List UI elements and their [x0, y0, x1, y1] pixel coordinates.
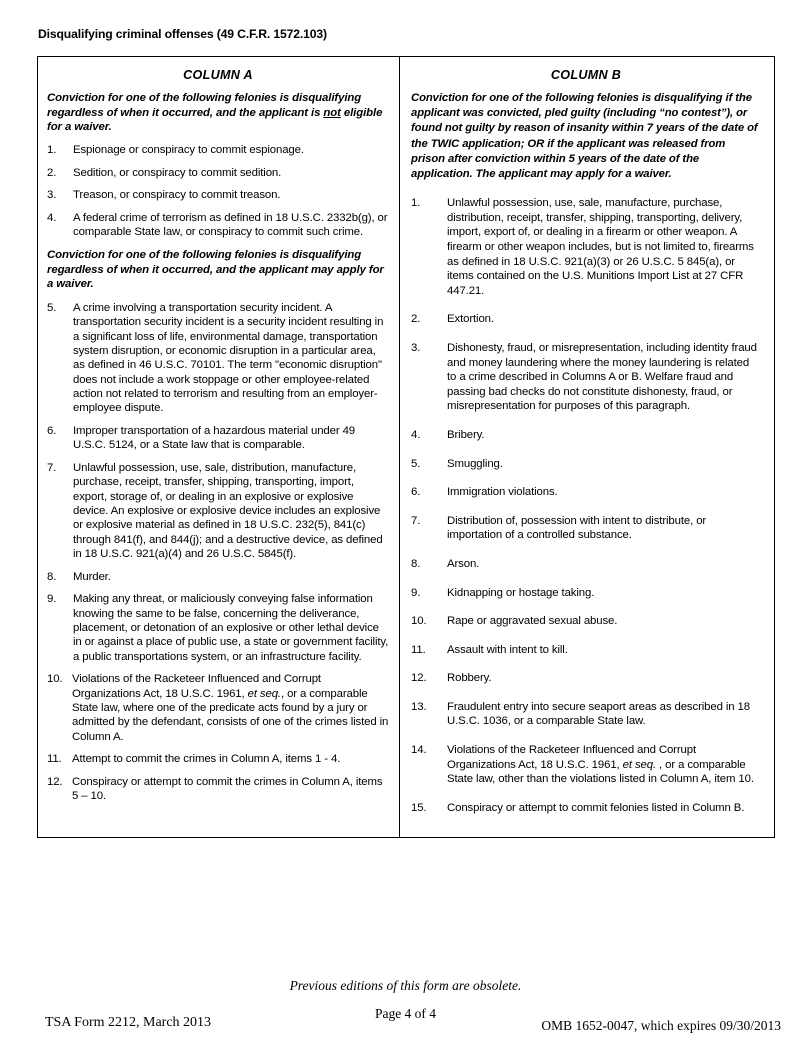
- list-item-text: Robbery.: [447, 672, 492, 685]
- list-item-text-part1: Violations of the Racketeer Influenced and Corrupt Organizations Act, 18 U.S.C. 1961,: [72, 673, 321, 700]
- list-item: [411, 643, 761, 658]
- list-item-text: Improper transportation of a hazardous material under 49 U.S.C. 5124, or a State law that is comparable.: [73, 424, 356, 452]
- list-item-text-part2: , or a comparable State law, where one of the predicate acts found by a jury or admitted by the defendant, consists of one of the crimes listed in Column A.: [72, 687, 389, 743]
- list-item: [411, 341, 761, 414]
- column-a-lead-part2: eligible for a waiver.: [47, 106, 383, 134]
- list-item: [411, 671, 761, 686]
- list-item: [411, 557, 761, 572]
- list-item-text-part2: , or a comparable State law, other than the violations listed in Column A, item 10.: [447, 758, 754, 786]
- list-item: [411, 457, 761, 472]
- list-item-number: 5.: [47, 302, 57, 315]
- footer-form-id: TSA Form 2212, March 2013: [45, 1015, 212, 1030]
- list-item-number: 12.: [47, 776, 63, 789]
- list-item: [47, 752, 389, 766]
- list-item-number: 8.: [411, 557, 421, 570]
- list-item-text: Immigration violations.: [447, 486, 558, 499]
- column-a-list-bottom: [47, 301, 389, 804]
- list-item: [47, 301, 389, 415]
- list-item-text-part1: Violations of the Racketeer Influenced and Corrupt Organizations Act, 18 U.S.C. 1961,: [447, 744, 696, 771]
- list-item: [47, 424, 389, 453]
- column-b: [400, 57, 774, 837]
- list-item-number: 10.: [47, 673, 63, 686]
- list-item-text: Conspiracy or attempt to commit felonies listed in Column B.: [447, 801, 745, 814]
- list-item-text: Murder.: [73, 570, 111, 583]
- list-item: [411, 485, 761, 500]
- list-item: [47, 188, 389, 202]
- footer-omb-notice: OMB 1652-0047, which expires 09/30/2013: [541, 1018, 781, 1033]
- list-item: [47, 672, 389, 743]
- list-item: [47, 143, 389, 157]
- list-item-number: 4.: [411, 428, 421, 441]
- list-item: [411, 514, 761, 543]
- list-item-text: Distribution of, possession with intent to distribute, or importation of a controlled substance.: [447, 514, 707, 542]
- list-item-number: 9.: [47, 593, 57, 606]
- list-item-number: 2.: [47, 166, 57, 179]
- list-item-text: Espionage or conspiracy to commit espionage.: [73, 143, 304, 156]
- list-item: [47, 461, 389, 561]
- column-a-title: COLUMN A: [183, 68, 253, 82]
- column-b-title: COLUMN B: [550, 68, 622, 82]
- list-item-number: 8.: [47, 570, 57, 583]
- offense-table: [37, 56, 775, 838]
- column-a-mid-lead-text: Conviction for one of the following felonies is disqualifying regardless of when it occurred, and the applicant may apply for a waiver.: [47, 249, 384, 291]
- list-item-number: 6.: [47, 424, 57, 437]
- column-b-list: [411, 196, 761, 815]
- list-item-text: Treason, or conspiracy to commit treason.: [73, 189, 281, 202]
- list-item: [411, 743, 761, 787]
- column-a-lead-underlined: not: [323, 106, 341, 119]
- list-item-number: 11.: [47, 753, 62, 766]
- footer-page-number: Page 4 of 4: [374, 1006, 437, 1021]
- list-item: [411, 312, 761, 327]
- list-item-text: Rape or aggravated sexual abuse.: [447, 615, 618, 628]
- list-item-number: 5.: [411, 457, 421, 470]
- column-b-lead-text: Conviction for one of the following felonies is disqualifying if the applicant was convicted, pled guilty (including “no contest”), or found not guilty by reason of insanity within 7 years of the date of the TWIC application; OR if the applicant was released from prison after conviction within 5 years of the date of the application. The applicant may apply for a waiver.: [411, 92, 758, 181]
- list-item-number: 4.: [47, 212, 57, 225]
- column-a: [38, 57, 400, 837]
- list-item-text-italic: et seq.: [622, 758, 656, 771]
- list-item-number: 1.: [411, 197, 421, 210]
- list-item-number: 13.: [411, 700, 427, 713]
- list-item: [411, 614, 761, 629]
- list-item-text: [72, 672, 389, 743]
- list-item-text: Extortion.: [447, 313, 494, 326]
- list-item-text-italic: et seq.: [247, 687, 281, 700]
- list-item-text: Dishonesty, fraud, or misrepresentation, including identity fraud and money laundering where the money laundering is related to a crime described in Columns A or B. Welfare fraud and passing bad checks do not constitute dishonesty, fraud, or misrepresentation for purposes of this paragraph.: [447, 341, 757, 413]
- list-item: [47, 775, 389, 804]
- list-item-text: Arson.: [447, 557, 480, 570]
- list-item-text: Kidnapping or hostage taking.: [447, 586, 595, 599]
- list-item-text: A federal crime of terrorism as defined in 18 U.S.C. 2332b(g), or comparable State law, or conspiracy to commit such crime.: [73, 212, 388, 239]
- list-item: [411, 700, 761, 729]
- list-item-text: Assault with intent to kill.: [447, 643, 568, 656]
- list-item: [47, 166, 389, 180]
- list-item: [411, 196, 761, 298]
- list-item-text: Attempt to commit the crimes in Column A, items 1 - 4.: [72, 753, 341, 766]
- list-item-text: Unlawful possession, use, sale, manufacture, purchase, distribution, receipt, transfer, shipping, transporting, delivery, import, export of, or dealing in a firearm or other weapon. A firearm or other weapon includes, but is not limited to, firearms as defined in 18 U.S.C. 921(a)(3) or 26 U.S.C. 5 845(a), or items contained on the U.S. Munitions Import List at 27 CFR 447.21.: [447, 197, 754, 297]
- list-item-text: Sedition, or conspiracy to commit sedition.: [73, 166, 282, 179]
- list-item: [47, 211, 389, 240]
- list-item: [47, 570, 389, 584]
- list-item-number: 7.: [411, 514, 421, 527]
- footer-obsolete-notice: Previous editions of this form are obsolete.: [289, 978, 522, 993]
- page-title: Disqualifying criminal offenses (49 C.F.R. 1572.103): [38, 27, 327, 41]
- list-item-text: Bribery.: [447, 428, 485, 441]
- list-item: [411, 428, 761, 443]
- list-item-number: 2.: [411, 313, 421, 326]
- list-item-number: 1.: [47, 143, 57, 156]
- list-item-number: 12.: [411, 672, 427, 685]
- list-item: [411, 586, 761, 601]
- list-item-text: Making any threat, or maliciously conveying false information knowing the same to be false, concerning the deliverance, placement, or detonation of an explosive or other lethal device in or against a place of public use, a state or government facility, a public transportations system, or an infrastructure facility.: [73, 593, 389, 663]
- list-item-number: 11.: [411, 643, 426, 656]
- list-item-text: Conspiracy or attempt to commit the crimes in Column A, items 5 – 10.: [72, 776, 383, 803]
- list-item-text: A crime involving a transportation security incident. A transportation security incident is a security incident resulting in a significant loss of life, environmental damage, transportation system disruption, or economic disruption in a particular area, as defined in 46 U.S.C. 70101. The term "economic disruption" does not include a work stoppage or other employee-related action not related to terrorism and resulting from an employer-employee dispute.: [73, 302, 384, 415]
- list-item-number: 6.: [411, 486, 421, 499]
- list-item-number: 9.: [411, 586, 421, 599]
- column-a-list-top: [47, 143, 389, 240]
- list-item-text: Unlawful possession, use, sale, distribution, manufacture, purchase, receipt, transfer, shipping, transporting, import, export, storage of, or dealing in an explosive or explosive device. An explosive or explosive device includes an explosive or explosive material as defined in 18 U.S.C. 232(5), 841(c) through 841(f), and 844(j); and a destructive device, as defined in 18 U.S.C. 921(a)(4) and 26 U.S.C. 5845(f).: [73, 462, 383, 560]
- list-item-text: Smuggling.: [447, 457, 503, 470]
- list-item-text: Fraudulent entry into secure seaport areas as described in 18 U.S.C. 1036, or a comparable State law.: [447, 700, 750, 728]
- list-item-text: [447, 743, 761, 787]
- list-item-number: 14.: [411, 744, 427, 757]
- column-a-lead-part1: Conviction for one of the following felonies is disqualifying regardless of when it occurred, and the applicant is: [47, 92, 362, 119]
- list-item-number: 7.: [47, 462, 57, 475]
- column-a-lead-text: [47, 91, 389, 135]
- list-item-number: 10.: [411, 615, 427, 628]
- list-item-number: 15.: [411, 801, 427, 814]
- list-item-number: 3.: [47, 189, 57, 202]
- list-item: [411, 801, 761, 816]
- list-item: [47, 592, 389, 663]
- list-item-number: 3.: [411, 341, 421, 354]
